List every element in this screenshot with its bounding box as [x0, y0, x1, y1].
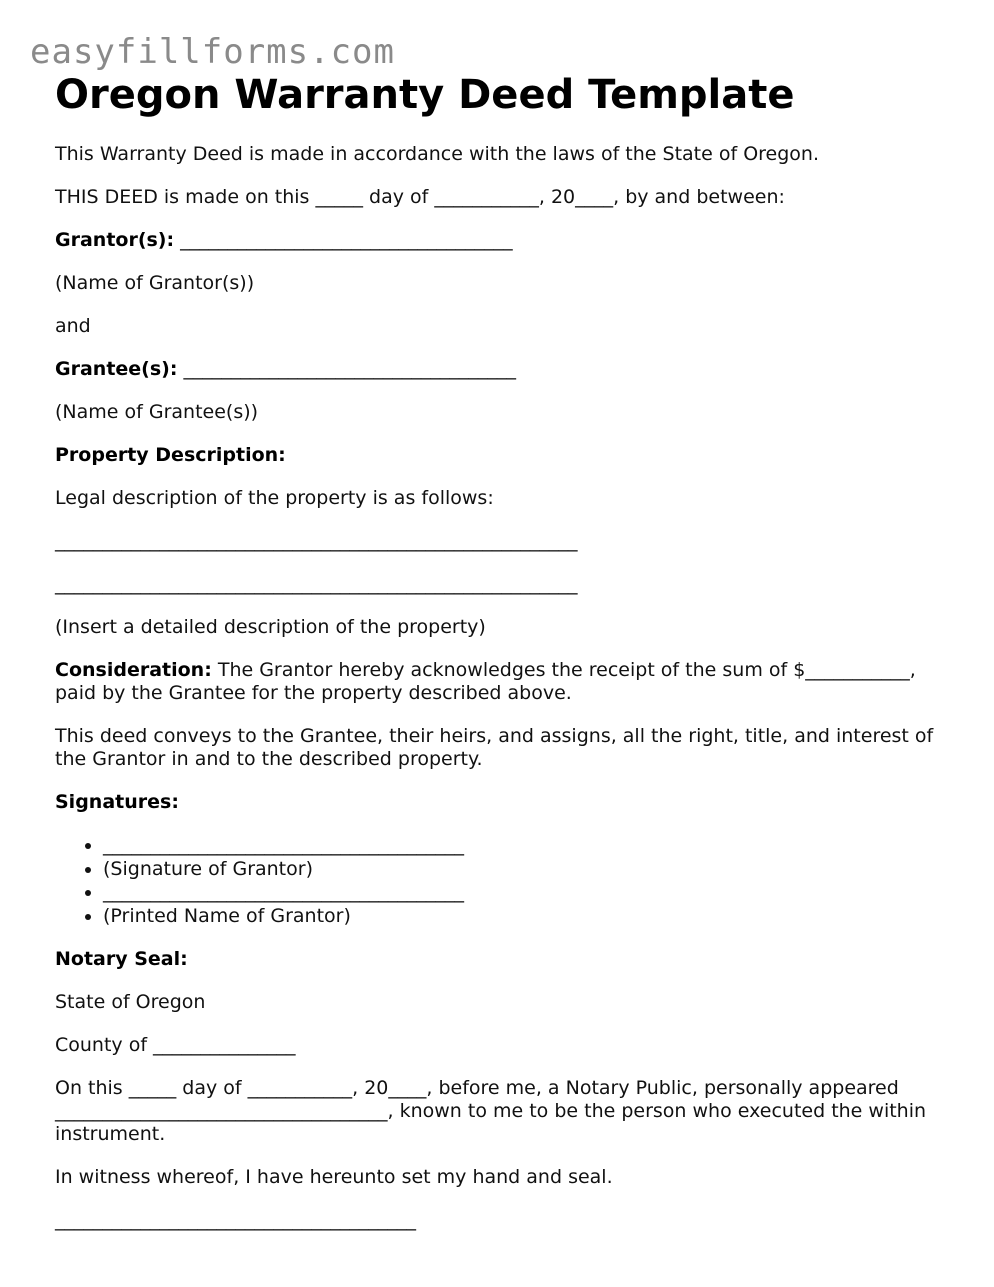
grantee-field [55, 358, 940, 381]
signatures-heading: Signatures: [55, 791, 179, 813]
notary-state: State of Oregon [55, 991, 206, 1013]
property-intro: Legal description of the property is as follows: [55, 487, 494, 509]
grantor-label: Grantor(s): [55, 229, 175, 251]
consideration-label: Consideration: [55, 659, 212, 681]
property-blank-line-2: _______________________________________________________ [55, 573, 578, 595]
signature-list [55, 834, 940, 928]
document-body [55, 143, 940, 1252]
and-text: and [55, 315, 91, 337]
property-caption: (Insert a detailed description of the property) [55, 616, 486, 638]
grantee-blank-line: ___________________________________ [177, 358, 516, 380]
grantor-field [55, 229, 940, 252]
grantee-caption: (Name of Grantee(s)) [55, 401, 259, 423]
deed-date-paragraph: THIS DEED is made on this _____ day of ___________, 20____, by and between: [55, 186, 785, 208]
consideration-paragraph [55, 659, 940, 705]
property-heading: Property Description: [55, 444, 286, 466]
notary-county: County of _______________ [55, 1034, 296, 1056]
grantor-blank-line: ___________________________________ [174, 229, 513, 251]
watermark: easyfillforms.com [30, 32, 395, 72]
property-blank-line-1: _______________________________________________________ [55, 530, 578, 552]
grantor-signature-caption: • (Signature of Grantor) [103, 858, 940, 882]
grantor-printed-name-line: • ______________________________________ [103, 881, 940, 905]
grantor-caption: (Name of Grantor(s)) [55, 272, 255, 294]
grantor-signature-line: • ______________________________________ [103, 834, 940, 858]
notary-witness: In witness whereof, I have hereunto set my hand and seal. [55, 1166, 613, 1188]
conveyance-paragraph: This deed conveys to the Grantee, their heirs, and assigns, all the right, title, and interest of the Grantor in and to the described property. [55, 725, 940, 770]
notary-heading: Notary Seal: [55, 948, 188, 970]
page-title: Oregon Warranty Deed Template [55, 72, 795, 118]
consideration-text: The Grantor hereby acknowledges the receipt of the sum of $___________, paid by the Grantee for the property described above. [55, 659, 922, 704]
notary-signature-line: ______________________________________ [55, 1209, 416, 1231]
grantee-label: Grantee(s): [55, 358, 178, 380]
grantor-printed-name-caption: • (Printed Name of Grantor) [103, 905, 940, 929]
intro-paragraph: This Warranty Deed is made in accordance with the laws of the State of Oregon. [55, 143, 820, 165]
notary-appearance-paragraph: On this _____ day of ___________, 20____, before me, a Notary Public, personally appeared ___________________________________, known to me to be the person who executed the within instrument. [55, 1077, 933, 1145]
